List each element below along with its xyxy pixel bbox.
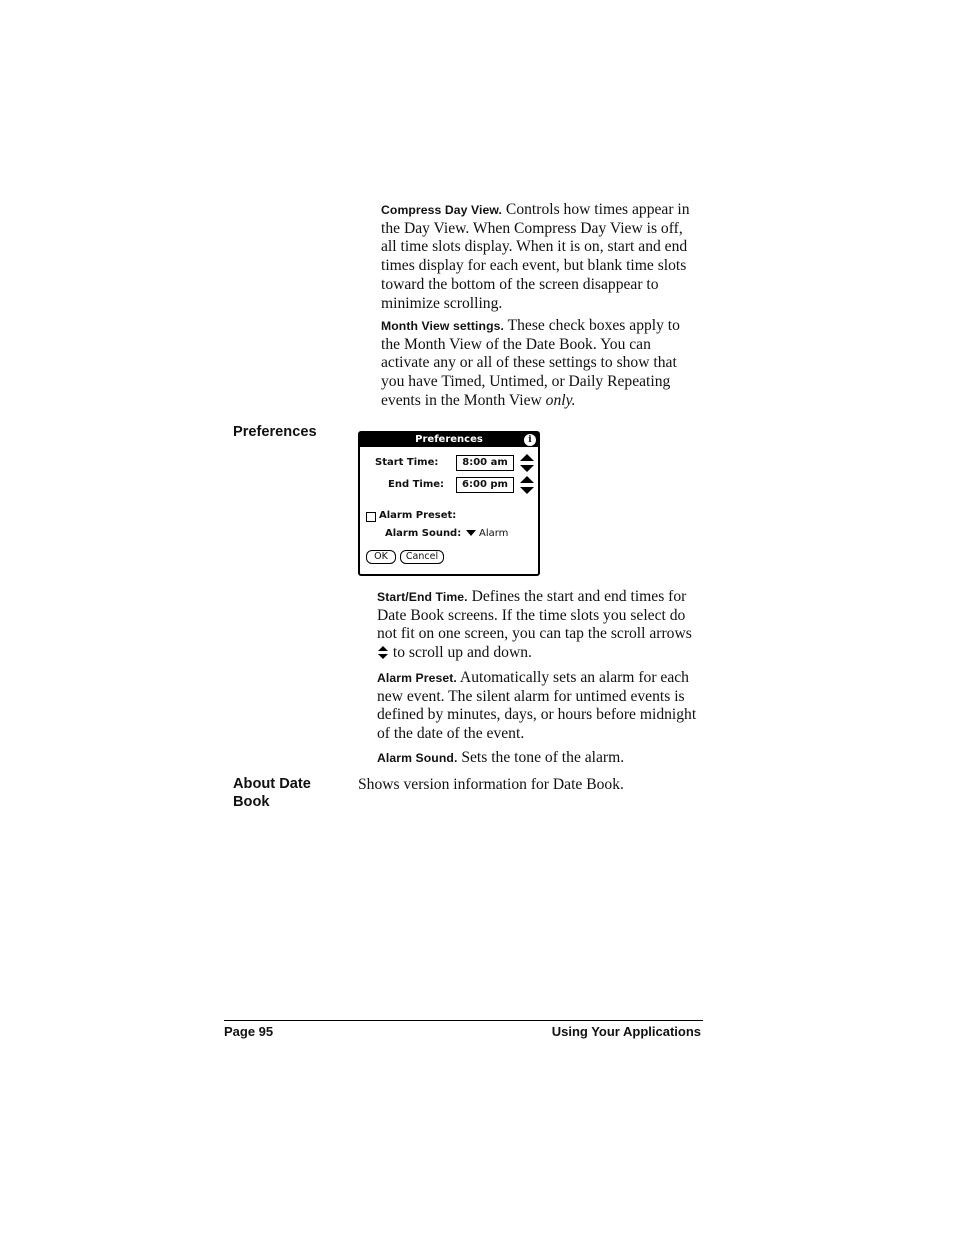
alarm-sound-term: Alarm Sound. bbox=[377, 751, 458, 765]
ok-button[interactable]: OK bbox=[366, 550, 396, 564]
end-time-scroll-arrows-icon[interactable] bbox=[520, 476, 534, 494]
info-icon[interactable]: i bbox=[524, 434, 536, 446]
cancel-button[interactable]: Cancel bbox=[400, 550, 444, 564]
start-end-time-paragraph bbox=[377, 588, 699, 663]
month-view-settings-paragraph bbox=[381, 317, 699, 411]
alarm-sound-paragraph bbox=[377, 749, 699, 768]
month-view-settings-term: Month View settings. bbox=[381, 319, 504, 333]
start-time-scroll-arrows-icon[interactable] bbox=[520, 454, 534, 472]
month-view-settings-emphasis: only. bbox=[545, 391, 576, 409]
alarm-preset-term: Alarm Preset. bbox=[377, 671, 457, 685]
month-view-settings-text: These check boxes apply to the Month View of the Date Book. You can activate any or all of these settings to show that you have Timed, Untimed, or Daily Repeating events in the Month View bbox=[381, 317, 680, 409]
alarm-preset-paragraph bbox=[377, 669, 699, 744]
start-end-time-text-after: to scroll up and down. bbox=[389, 644, 532, 662]
compress-day-view-paragraph bbox=[381, 201, 699, 313]
alarm-preset-text: Automatically sets an alarm for each new event. The silent alarm for untimed events is defined by minutes, days, or hours before midnight of the date of the event. bbox=[377, 669, 697, 743]
footer-chapter-title: Using Your Applications bbox=[551, 1024, 701, 1039]
dialog-title: Preferences bbox=[415, 434, 483, 445]
alarm-sound-value: Alarm bbox=[479, 528, 509, 539]
footer-page-number: Page 95 bbox=[224, 1024, 274, 1039]
end-time-field[interactable]: 6:00 pm bbox=[456, 477, 514, 493]
start-end-time-term: Start/End Time. bbox=[377, 590, 468, 604]
dialog-title-bar bbox=[360, 433, 538, 447]
start-time-field[interactable]: 8:00 am bbox=[456, 455, 514, 471]
alarm-sound-text: Sets the tone of the alarm. bbox=[457, 749, 625, 766]
alarm-sound-label: Alarm Sound: bbox=[385, 528, 462, 539]
preferences-heading: Preferences bbox=[233, 424, 317, 440]
scroll-arrows-icon bbox=[378, 646, 388, 659]
compress-day-view-text: Controls how times appear in the Day View. When Compress Day View is off, all time slots display. When it is on, start and end times display for each event, but blank time slots toward the bottom of the screen disappear to minimize scrolling. bbox=[381, 201, 690, 312]
about-date-book-text: Shows version information for Date Book. bbox=[358, 776, 624, 793]
start-end-time-text: Defines the start and end times for Date Book screens. If the time slots you select do not fit on one screen, you can tap the scroll arrows bbox=[377, 588, 692, 643]
compress-day-view-term: Compress Day View. bbox=[381, 203, 503, 217]
preferences-dialog bbox=[358, 431, 540, 576]
footer-rule bbox=[224, 1020, 703, 1021]
alarm-sound-dropdown[interactable] bbox=[466, 528, 508, 539]
end-time-label: End Time: bbox=[388, 479, 445, 490]
dropdown-triangle-icon bbox=[466, 530, 476, 536]
alarm-preset-checkbox[interactable] bbox=[366, 512, 376, 522]
start-time-label: Start Time: bbox=[375, 457, 439, 468]
about-date-book-heading: About Date Book bbox=[233, 776, 311, 810]
alarm-preset-label: Alarm Preset: bbox=[379, 510, 457, 521]
